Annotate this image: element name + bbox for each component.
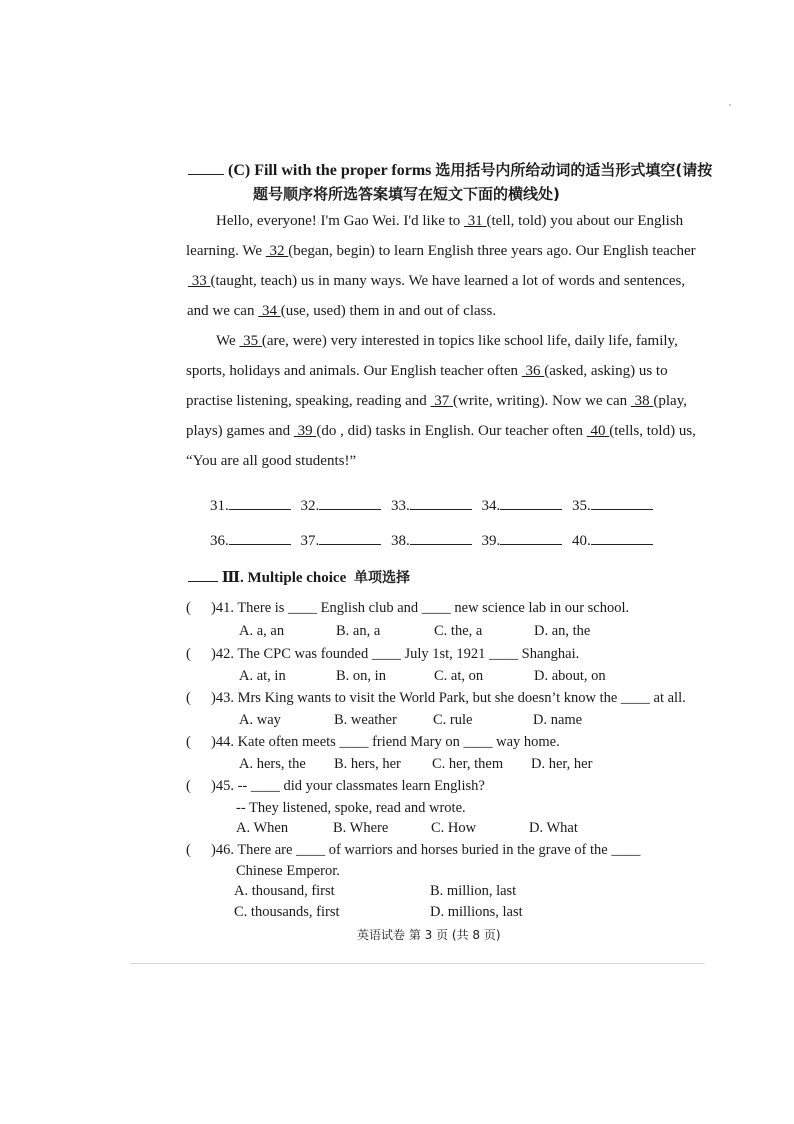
answer-blank-33[interactable] — [410, 495, 472, 510]
question-46-cont: Chinese Emperor. — [236, 863, 340, 879]
blank-32[interactable]: 32 — [269, 243, 285, 259]
question-45-reply: -- They listened, spoke, read and wrote. — [236, 800, 466, 816]
passage-line-4: and we can 34 (use, used) them in and out of class. — [187, 303, 497, 319]
option-41-d[interactable]: D. an, the — [534, 623, 591, 639]
passage-line-9: “You are all good students!” — [186, 453, 357, 469]
blank-34[interactable]: 34 — [261, 303, 277, 319]
section-c-title-cn-cont: 题号顺序将所选答案填写在短文下面的横线处) — [253, 185, 560, 203]
option-41-c[interactable]: C. the, a — [434, 623, 483, 639]
option-45-b[interactable]: B. Where — [333, 820, 389, 836]
option-46-b[interactable]: B. million, last — [430, 883, 517, 899]
question-45: )45. -- ____ did your classmates learn English? — [211, 778, 485, 794]
option-46-c[interactable]: C. thousands, first — [234, 904, 340, 920]
option-44-d[interactable]: D. her, her — [531, 756, 593, 772]
page-footer: 英语试卷 第 3 页 (共 8 页) — [357, 928, 501, 942]
option-44-b[interactable]: B. hers, her — [334, 756, 401, 772]
answer-blank-39[interactable] — [500, 530, 562, 545]
answer-blank-36[interactable] — [229, 530, 291, 545]
question-44: )44. Kate often meets ____ friend Mary on ____ way home. — [211, 734, 560, 750]
question-41: )41. There is ____ English club and ____ new science lab in our school. — [211, 600, 630, 616]
option-46-a[interactable]: A. thousand, first — [234, 883, 335, 899]
answer-blank-32[interactable] — [319, 495, 381, 510]
score-blank[interactable] — [188, 160, 224, 175]
section-c-title-cn: 选用括号内所给动词的适当形式填空(请按 — [435, 161, 713, 179]
question-43: )43. Mrs King wants to visit the World Park, but she doesn’t know the ____ at all. — [211, 690, 686, 706]
blank-35[interactable]: 35 — [243, 333, 259, 349]
paren-44[interactable]: ( — [186, 734, 191, 750]
passage-line-8: plays) games and 39 (do , did) tasks in English. Our teacher often 40 (tells, told) us, — [186, 423, 696, 439]
paren-46[interactable]: ( — [186, 842, 191, 858]
answer-row-2: 36. 37. 38. 39. 40. — [210, 530, 653, 550]
answer-blank-40[interactable] — [591, 530, 653, 545]
section-c-title-en: (C) Fill with the proper forms — [228, 162, 432, 179]
blank-33[interactable]: 33 — [191, 273, 207, 289]
passage-line-3: 33 (taught, teach) us in many ways. We have learned a lot of words and sentences, — [188, 273, 685, 290]
option-41-b[interactable]: B. an, a — [336, 623, 381, 639]
question-42: )42. The CPC was founded ____ July 1st, 1921 ____ Shanghai. — [211, 646, 580, 662]
blank-39[interactable]: 39 — [297, 423, 313, 439]
option-43-d[interactable]: D. name — [533, 712, 583, 728]
option-46-d[interactable]: D. millions, last — [430, 904, 523, 920]
blank-38[interactable]: 38 — [634, 393, 650, 409]
paren-43[interactable]: ( — [186, 690, 191, 706]
option-41-a[interactable]: A. a, an — [239, 623, 285, 639]
option-44-c[interactable]: C. her, them — [432, 756, 504, 772]
option-45-a[interactable]: A. When — [236, 820, 289, 836]
option-43-a[interactable]: A. way — [239, 712, 281, 728]
blank-37[interactable]: 37 — [434, 393, 450, 409]
paren-45[interactable]: ( — [186, 778, 191, 794]
answer-blank-34[interactable] — [500, 495, 562, 510]
option-42-a[interactable]: A. at, in — [239, 668, 286, 684]
option-42-d[interactable]: D. about, on — [534, 668, 606, 684]
blank-36[interactable]: 36 — [525, 363, 541, 379]
option-45-d[interactable]: D. What — [529, 820, 578, 836]
option-42-b[interactable]: B. on, in — [336, 668, 386, 684]
section-3-header — [188, 567, 410, 587]
option-43-c[interactable]: C. rule — [433, 712, 473, 728]
section-3-title-en: Ⅲ. Multiple choice — [221, 570, 347, 586]
section-c-header — [188, 159, 712, 180]
passage-line-7: practise listening, speaking, reading and 37 (write, writing). Now we can 38 (play, — [186, 393, 687, 409]
scan-speck — [729, 104, 731, 106]
answer-blank-31[interactable] — [229, 495, 291, 510]
blank-31[interactable]: 31 — [467, 213, 483, 229]
option-43-b[interactable]: B. weather — [334, 712, 397, 728]
option-42-c[interactable]: C. at, on — [434, 668, 484, 684]
answer-row-1: 31. 32. 33. 34. 35. — [210, 495, 653, 515]
section-3-title-cn: 单项选择 — [354, 570, 410, 586]
blank-40[interactable]: 40 — [590, 423, 606, 439]
answer-blank-38[interactable] — [410, 530, 472, 545]
bottom-divider — [130, 963, 705, 964]
passage-line-5: We 35 (are, were) very interested in topics like school life, daily life, family, — [216, 333, 678, 349]
paren-41[interactable]: ( — [186, 600, 191, 616]
answer-blank-35[interactable] — [591, 495, 653, 510]
passage-line-2: learning. We 32 (began, begin) to learn English three years ago. Our English teacher — [186, 243, 696, 259]
answer-blank-37[interactable] — [319, 530, 381, 545]
passage-line-6: sports, holidays and animals. Our English teacher often 36 (asked, asking) us to — [186, 363, 668, 379]
option-45-c[interactable]: C. How — [431, 820, 477, 836]
paren-42[interactable]: ( — [186, 646, 191, 662]
option-44-a[interactable]: A. hers, the — [239, 756, 306, 772]
score-blank-3[interactable] — [188, 567, 218, 582]
passage-line-1: Hello, everyone! I'm Gao Wei. I'd like to 31 (tell, told) you about our English — [216, 213, 684, 229]
question-46: )46. There are ____ of warriors and horses buried in the grave of the ____ — [211, 842, 641, 858]
